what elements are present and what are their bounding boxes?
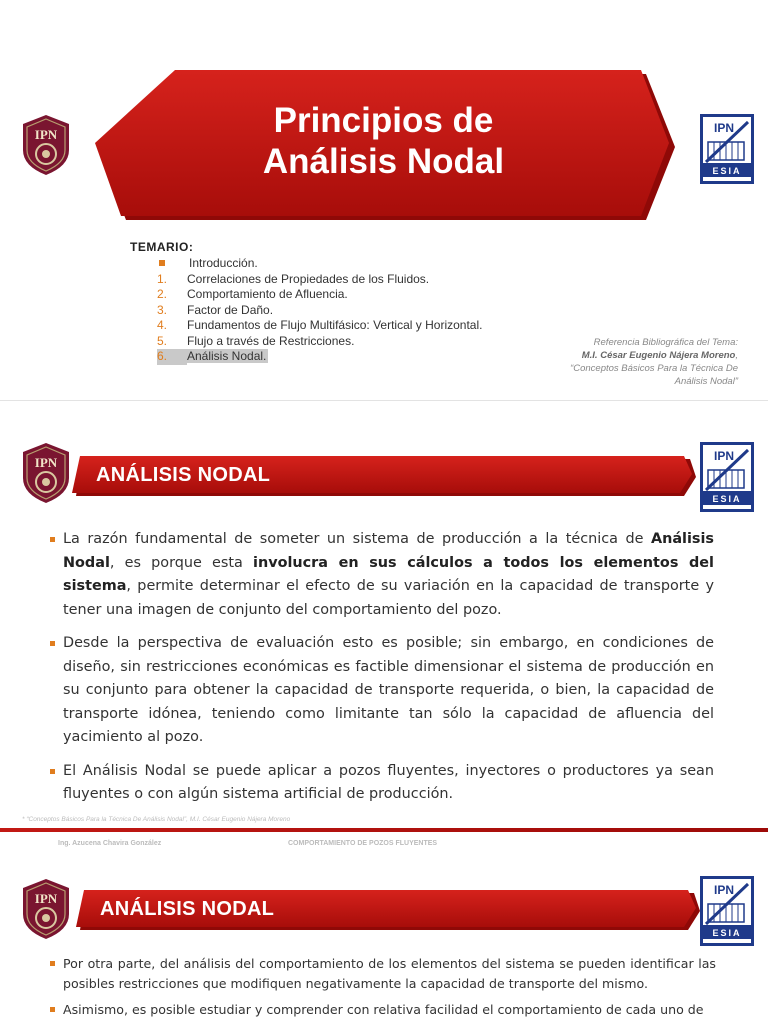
bibliographic-reference: Referencia Bibliográfica del Tema: M.I. César Eugenio Nájera Moreno, “Conceptos Básicos Para la Técnica De Análisis Nodal” bbox=[570, 337, 738, 387]
list-item: 1. Correlaciones de Propiedades de los Fluidos. bbox=[157, 271, 430, 286]
list-item-active: 6. Análisis Nodal. bbox=[157, 349, 267, 363]
temario-list bbox=[157, 256, 482, 365]
ipn-logo-icon bbox=[20, 442, 72, 504]
svg-text:ESIA: ESIA bbox=[712, 494, 742, 504]
bottom-red-divider bbox=[0, 828, 768, 832]
esia-logo-icon bbox=[700, 442, 754, 512]
svg-text:ESIA: ESIA bbox=[712, 166, 742, 176]
list-item: Por otra parte, del análisis del comportamiento de los elementos del sistema se pueden identificar las posibles restricciones que modifiquen negativamente la capacidad de transporte del mismo. bbox=[50, 954, 716, 994]
ipn-logo-icon bbox=[20, 114, 72, 176]
slide-1 bbox=[0, 0, 768, 400]
svg-text:IPN: IPN bbox=[34, 455, 58, 470]
content-bullets bbox=[50, 954, 716, 1026]
title-line-1: Principios de bbox=[273, 101, 494, 140]
svg-text:IPN: IPN bbox=[34, 891, 58, 906]
svg-text:IPN: IPN bbox=[714, 883, 735, 897]
section-title: ANÁLISIS NODAL bbox=[100, 898, 275, 920]
section-title: ANÁLISIS NODAL bbox=[96, 464, 271, 486]
esia-logo-icon bbox=[700, 114, 754, 184]
list-item: Introducción. bbox=[157, 256, 482, 272]
slide-3 bbox=[0, 856, 768, 1024]
list-item: 5. Flujo a través de Restricciones. bbox=[157, 333, 355, 348]
list-item: Asimismo, es posible estudiar y comprender con relativa facilidad el comportamiento de cada uno de bbox=[50, 1000, 716, 1020]
page-title bbox=[95, 100, 672, 182]
esia-logo-icon bbox=[700, 876, 754, 946]
slide-2 bbox=[0, 404, 768, 834]
ipn-logo-icon bbox=[20, 878, 72, 940]
svg-text:IPN: IPN bbox=[714, 449, 735, 463]
footer-divider bbox=[0, 400, 768, 401]
svg-text:IPN: IPN bbox=[714, 121, 735, 135]
list-item: 3. Factor de Daño. bbox=[157, 302, 274, 317]
list-item: 2. Comportamiento de Afluencia. bbox=[157, 287, 348, 301]
title-line-2: Análisis Nodal bbox=[262, 142, 505, 181]
svg-text:ESIA: ESIA bbox=[712, 928, 742, 938]
list-item: El Análisis Nodal se puede aplicar a pozos fluyentes, inyectores o productores ya sean fluyentes o con algún sistema artificial de producción. bbox=[50, 760, 714, 807]
list-item: La razón fundamental de someter un sistema de producción a la técnica de Análisis Nodal, es porque esta involucra en sus cálculos a todos los elementos del sistema, permite determinar el efecto de su variación en la capacidad de transporte y tener una imagen de conjunto del comportamiento del pozo. bbox=[50, 528, 714, 622]
footnote: * “Conceptos Básicos Para la Técnica De Análisis Nodal”, M.I. César Eugenio Nájera Moreno bbox=[22, 816, 291, 823]
list-item: Desde la perspectiva de evaluación esto es posible; sin embargo, en condiciones de diseño, sin restricciones económicas es factible dimensionar el sistema de producción en su conjunto para obtener la capacidad de transporte requerida, o bien, la capacidad de transporte idónea, teniendo como limitante tan sólo la capacidad de afluencia del yacimiento al pozo. bbox=[50, 632, 714, 750]
bullet-icon bbox=[159, 260, 165, 266]
temario-heading: TEMARIO: bbox=[130, 240, 194, 254]
content-bullets bbox=[50, 528, 714, 817]
svg-text:IPN: IPN bbox=[34, 127, 58, 142]
list-item: 4. Fundamentos de Flujo Multifásico: Vertical y Horizontal. bbox=[157, 318, 483, 332]
footer: Ing. Azucena Chavira González COMPORTAMIENTO DE POZOS FLUYENTES bbox=[58, 840, 438, 847]
